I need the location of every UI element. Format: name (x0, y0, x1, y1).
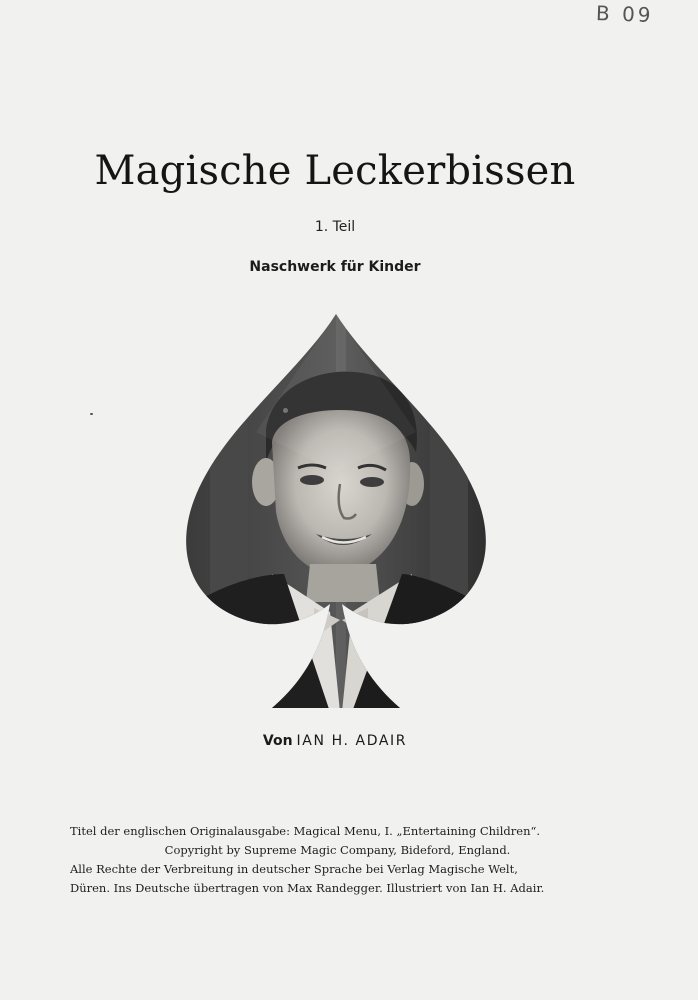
subtitle: Naschwerk für Kinder (249, 259, 421, 275)
credits-line-original-title: Titel der englischen Originalausgabe: Magical Menu, I. „Entertaining Children“. (70, 824, 541, 838)
handwritten-archive-mark: B 09 (596, 1, 655, 27)
print-speck (283, 408, 288, 413)
volume-part: 1. Teil (314, 219, 356, 235)
credits-line-rights: Alle Rechte der Verbreitung in deutscher Sprache bei Verlag Magische Welt, (70, 862, 518, 876)
print-speck (90, 413, 93, 415)
credits-block (70, 822, 605, 898)
page-title: Magische Leckerbissen (94, 148, 576, 194)
spade-portrait (180, 312, 492, 712)
author-prefix: Von (262, 733, 293, 749)
credits-line-translation: Düren. Ins Deutsche übertragen von Max Randegger. Illustriert von Ian H. Adair. (70, 881, 545, 895)
author-name: IAN H. ADAIR (296, 733, 408, 749)
author-line (0, 733, 670, 749)
credits-line-copyright: Copyright by Supreme Magic Company, Bideford, England. (164, 843, 511, 857)
